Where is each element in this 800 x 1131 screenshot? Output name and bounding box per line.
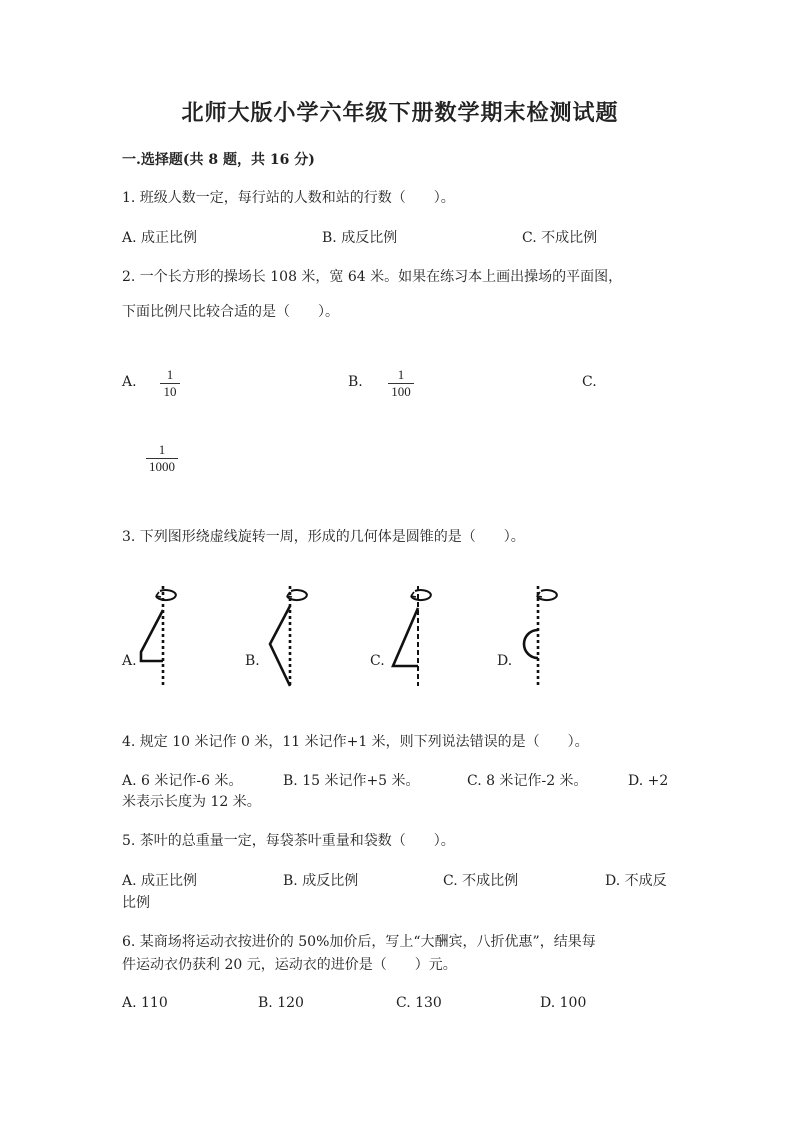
fraction-a-denominator: 10 [163,384,177,399]
question-3-label-a[interactable]: A. [122,653,137,669]
question-5-option-d[interactable]: D. 不成反 [605,873,667,889]
section-heading: 一.选择题(共 8 题，共 16 分) [122,152,315,168]
question-6-line-2: 件运动衣仍获利 20 元，运动衣的进价是（ ）元。 [122,957,457,973]
figure-c[interactable] [388,582,438,690]
fraction-c [146,443,178,474]
question-5-option-a[interactable]: A. 成正比例 [122,873,198,889]
question-1-option-a[interactable]: A. 成正比例 [122,230,198,246]
question-2-option-b[interactable]: B. [348,374,363,390]
fraction-a-numerator: 1 [166,367,174,382]
page-title: 北师大版小学六年级下册数学期末检测试题 [181,100,619,126]
question-4-option-c[interactable]: C. 8 米记作-2 米。 [467,773,588,789]
question-2-line-2: 下面比例尺比较合适的是（ ）。 [122,304,339,320]
question-5-option-c[interactable]: C. 不成比例 [443,873,519,889]
question-1-option-c[interactable]: C. 不成比例 [522,230,598,246]
question-1-option-b[interactable]: B. 成反比例 [322,230,398,246]
question-6-option-a[interactable]: A. 110 [122,995,168,1011]
fraction-b-numerator: 1 [397,367,405,382]
fraction-b [388,368,414,399]
fraction-a [160,368,180,399]
fraction-c-numerator: 1 [158,442,166,457]
question-3-label-c[interactable]: C. [370,653,385,669]
question-3-text: 3. 下列图形绕虚线旋转一周，形成的几何体是圆锥的是（ ）。 [122,529,525,545]
question-2-option-c[interactable]: C. [582,374,597,390]
question-4-text: 4. 规定 10 米记作 0 米，11 米记作+1 米，则下列说法错误的是（ ）。 [122,734,589,750]
question-5-option-b[interactable]: B. 成反比例 [283,873,359,889]
question-1-text: 1. 班级人数一定，每行站的人数和站的行数（ ）。 [122,190,455,206]
question-6-option-c[interactable]: C. 130 [396,995,442,1011]
question-4-option-b[interactable]: B. 15 米记作+5 米。 [283,773,420,789]
question-4-option-d-wrap: 米表示长度为 12 米。 [122,794,261,810]
question-5-text: 5. 茶叶的总重量一定，每袋茶叶重量和袋数（ ）。 [122,833,455,849]
fraction-c-denominator: 1000 [149,459,175,474]
figure-b[interactable] [262,582,312,690]
question-4-option-d[interactable]: D. +2 [628,773,669,789]
question-6-option-d[interactable]: D. 100 [540,995,587,1011]
figure-d[interactable] [508,582,558,690]
question-6-line-1: 6. 某商场将运动衣按进价的 50%加价后，写上“大酬宾，八折优惠”，结果每 [122,934,596,950]
fraction-b-denominator: 100 [391,384,411,399]
question-3-label-b[interactable]: B. [245,653,260,669]
question-3-label-d[interactable]: D. [497,653,513,669]
question-6-option-b[interactable]: B. 120 [258,995,304,1011]
question-5-option-d-wrap: 比例 [122,895,150,911]
question-2-option-a[interactable]: A. [122,374,137,390]
figure-a[interactable] [135,582,185,690]
question-2-line-1: 2. 一个长方形的操场长 108 米，宽 64 米。如果在练习本上画出操场的平面图， [122,269,623,285]
question-4-option-a[interactable]: A. 6 米记作-6 米。 [122,773,243,789]
